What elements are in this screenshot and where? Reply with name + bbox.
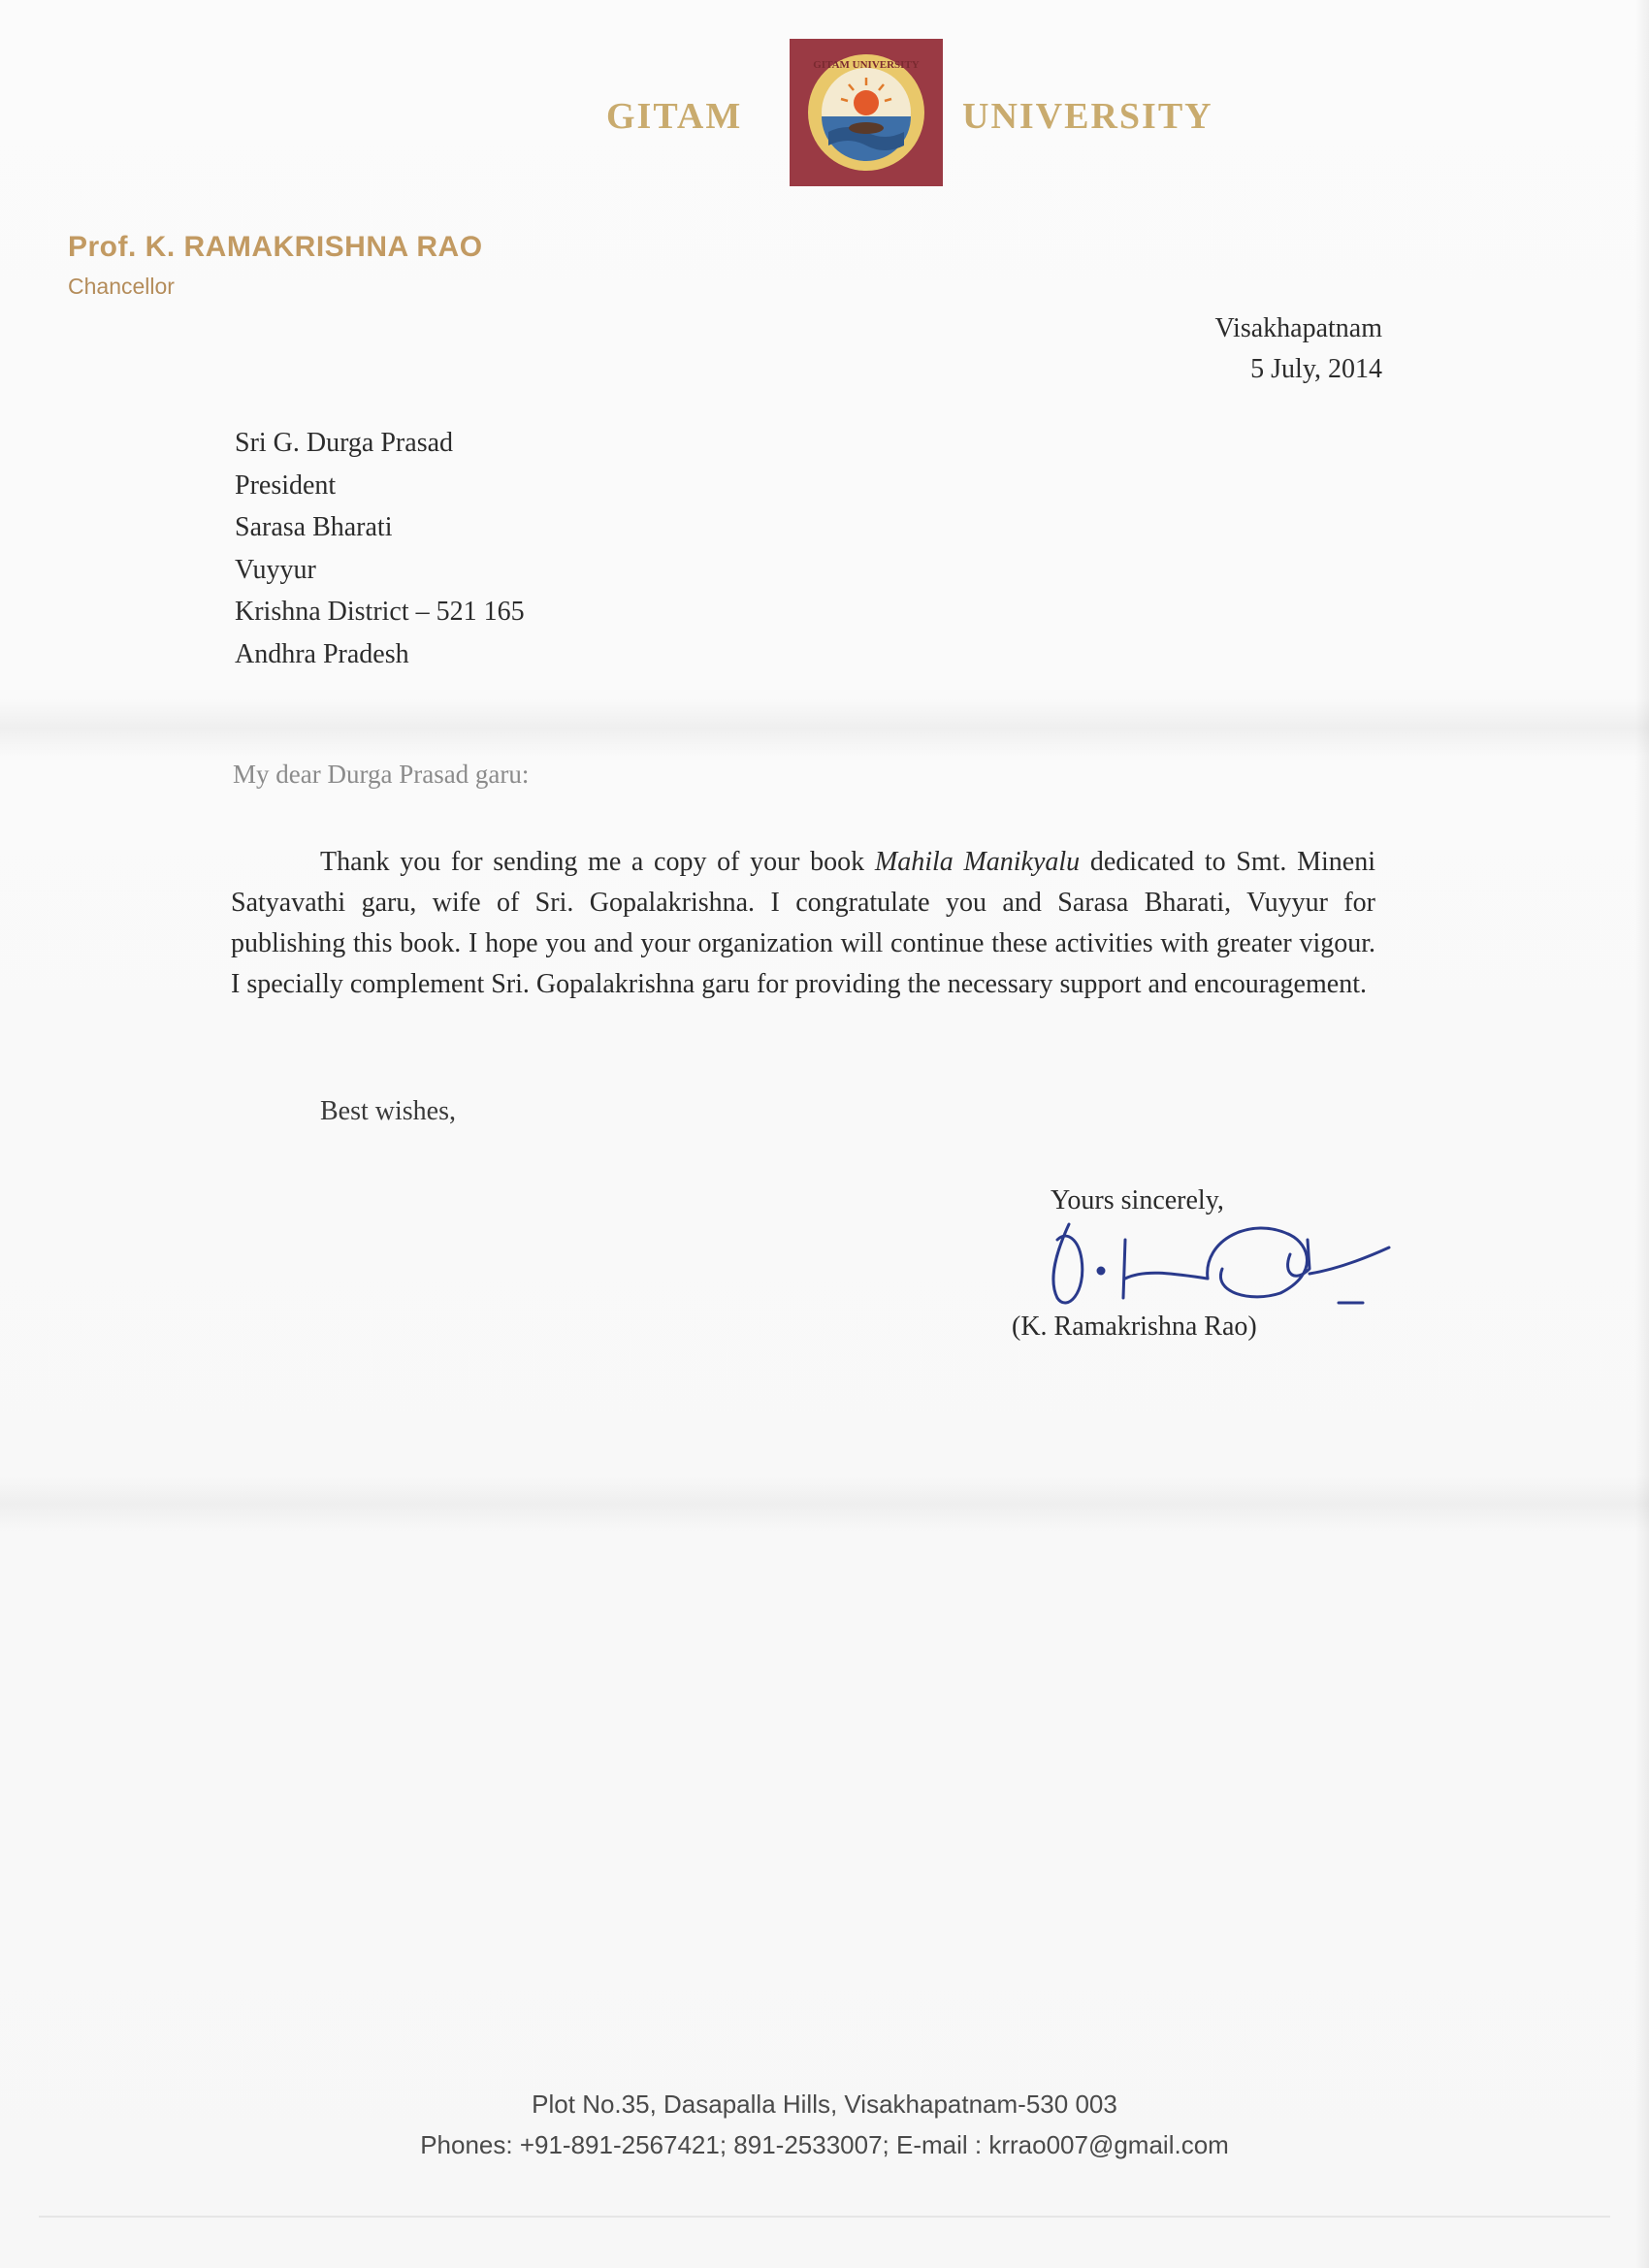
paper-bottom-edge	[39, 2216, 1610, 2218]
paper-edge-shadow	[1635, 0, 1649, 2268]
letter-body	[231, 842, 1375, 1005]
letterhead-footer	[0, 2084, 1649, 2165]
footer-contact: Phones: +91-891-2567421; 891-2533007; E-mail : krrao007@gmail.com	[420, 2130, 1229, 2159]
body-text-start: Thank you for sending me a copy of your book	[320, 847, 875, 877]
university-emblem-icon	[790, 39, 943, 186]
sender-name: Prof. K. RAMAKRISHNA RAO	[68, 231, 483, 263]
book-title: Mahila Manikyalu	[874, 847, 1081, 877]
signer-name: (K. Ramakrishna Rao)	[1012, 1312, 1257, 1342]
closing-phrase: Yours sincerely,	[1051, 1185, 1224, 1215]
recipient-line: Sarasa Bharati	[235, 512, 393, 542]
letter-date: 5 July, 2014	[1250, 354, 1382, 384]
salutation: My dear Durga Prasad garu:	[233, 760, 530, 789]
paper-fold-upper	[0, 698, 1649, 757]
brand-name-left: GITAM	[606, 96, 743, 137]
recipient-line: Vuyyur	[235, 554, 316, 585]
best-wishes: Best wishes,	[320, 1096, 456, 1126]
recipient-line: Sri G. Durga Prasad	[235, 428, 454, 458]
place-and-date	[1215, 308, 1382, 390]
handwritten-signature	[1028, 1201, 1397, 1327]
university-logo	[790, 39, 943, 186]
brand-name-right: UNIVERSITY	[962, 96, 1213, 137]
letter-place: Visakhapatnam	[1214, 313, 1382, 343]
body-text-end: dedicated to Smt. Mineni Satyavathi garu, wife of Sri. Gopalakrishna. I congratulate you and Sarasa Bharati, Vuyyur for publishing this book. I hope you and your organization will continue these activities with greater vigour. I specially complement Sri. Gopalakrishna garu for providing the necessary support and encouragement.	[231, 847, 1375, 999]
footer-address: Plot No.35, Dasapalla Hills, Visakhapatnam-530 003	[532, 2090, 1117, 2119]
recipient-address	[235, 422, 525, 675]
recipient-line: Krishna District – 521 165	[235, 597, 525, 627]
sender-title: Chancellor	[68, 274, 175, 299]
recipient-line: President	[235, 470, 337, 501]
paper-fold-lower	[0, 1474, 1649, 1533]
logo-lettering: GITAM UNIVERSITY	[813, 59, 920, 71]
recipient-line: Andhra Pradesh	[235, 638, 409, 669]
